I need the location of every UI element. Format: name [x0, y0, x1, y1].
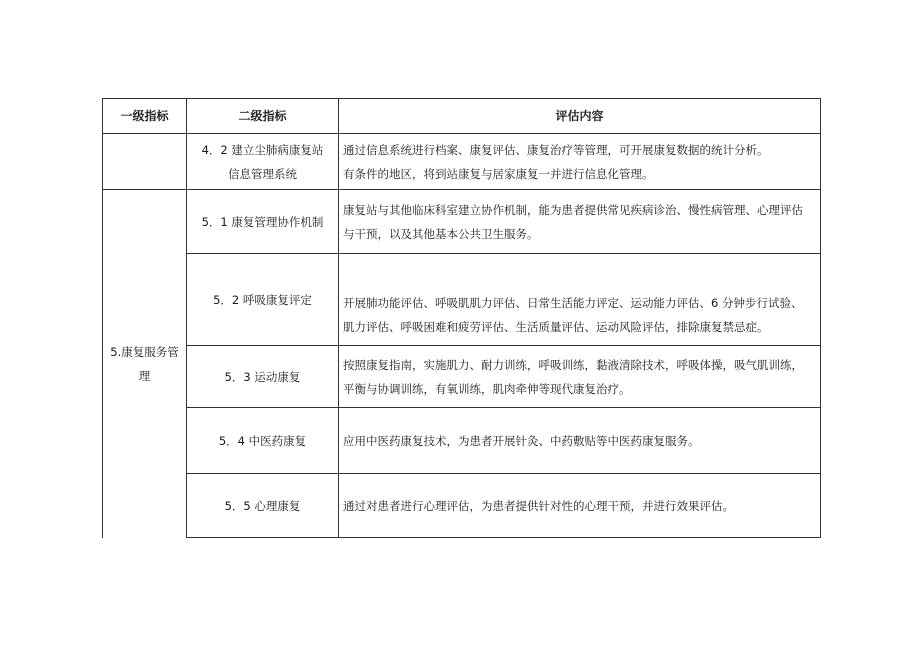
level2-line: 信息管理系统 [228, 166, 297, 181]
content-line: 与干预，以及其他基本公共卫生服务。 [343, 226, 539, 241]
content-cell [339, 254, 821, 346]
level2-cell [187, 474, 339, 538]
content-line: 开展肺功能评估、呼吸肌肌力评估、日常生活能力评定、运动能力评估、6 分钟步行试验、 [343, 296, 803, 310]
content-line: 肌力评估、呼吸困难和疲劳评估、生活质量评估、运动风险评估，排除康复禁忌症。 [343, 320, 769, 334]
content-line: 康复站与其他临床科室建立协作机制，能为患者提供常见疾病诊治、慢性病管理、心理评估 [343, 202, 803, 217]
content-cell [339, 408, 821, 474]
content-cell [339, 190, 821, 254]
level2-cell [187, 346, 339, 408]
content-cell [339, 474, 821, 538]
table-row [103, 254, 821, 346]
level1-cell [103, 190, 187, 538]
table-row [103, 134, 821, 190]
level1-line: 5.康复服务管 [110, 344, 179, 359]
header-content: 评估内容 [339, 99, 821, 134]
content-line: 通过对患者进行心理评估，为患者提供针对性的心理干预，并进行效果评估。 [343, 498, 734, 513]
level2-line: 5．4 中医药康复 [218, 433, 307, 448]
table-header-row [103, 99, 821, 134]
level2-line: 5．2 呼吸康复评定 [213, 292, 312, 307]
content-line: 通过信息系统进行档案、康复评估、康复治疗等管理，可开展康复数据的统计分析。 [343, 142, 769, 157]
level2-line: 5．3 运动康复 [224, 369, 301, 384]
content-cell [339, 134, 821, 190]
table-row [103, 408, 821, 474]
level1-cell [103, 134, 187, 190]
level2-line: 4．2 建立尘肺病康复站 [201, 142, 324, 157]
header-level1: 一级指标 [103, 99, 187, 134]
level2-cell [187, 134, 339, 190]
content-cell [339, 346, 821, 408]
level1-line: 理 [138, 368, 151, 383]
evaluation-table [102, 98, 821, 538]
content-line: 有条件的地区，将到站康复与居家康复一并进行信息化管理。 [343, 166, 654, 181]
level2-cell [187, 254, 339, 346]
content-line: 平衡与协调训练，有氧训练，肌肉牵伸等现代康复治疗。 [343, 381, 631, 396]
content-line: 按照康复指南，实施肌力、耐力训练，呼吸训练，黏液清除技术，呼吸体操，吸气肌训练， [343, 357, 803, 372]
content-line: 应用中医药康复技术，为患者开展针灸、中药敷贴等中医药康复服务。 [343, 433, 700, 448]
table-row [103, 190, 821, 254]
level2-line: 5．1 康复管理协作机制 [201, 214, 324, 229]
level2-line: 5．5 心理康复 [224, 498, 301, 513]
level2-cell [187, 190, 339, 254]
table-row [103, 346, 821, 408]
table-row [103, 474, 821, 538]
header-level2: 二级指标 [187, 99, 339, 134]
level2-cell [187, 408, 339, 474]
